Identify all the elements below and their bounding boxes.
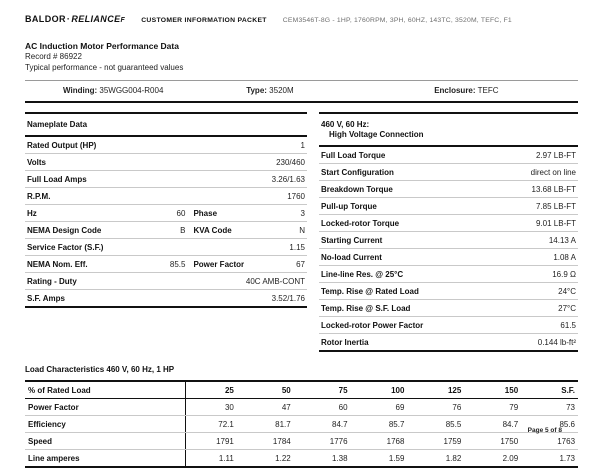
- row-value: 16.9 Ω: [552, 270, 576, 280]
- cell-value: 1.59: [388, 454, 405, 464]
- page-title: AC Induction Motor Performance Data: [25, 41, 179, 51]
- cell-value: 85.6: [559, 420, 576, 430]
- detail-columns: [25, 112, 578, 352]
- nameplate-table-header: Nameplate Data: [25, 112, 307, 137]
- winding-type-enclosure-row: [25, 80, 578, 103]
- type-value: 3520M: [269, 86, 294, 96]
- type-label: Type:: [246, 86, 267, 96]
- row-pair: [185, 226, 305, 235]
- row-value: 1: [300, 141, 305, 151]
- row-value: 85.5: [169, 260, 186, 270]
- column-header: S.F.: [561, 386, 576, 396]
- baldor-reliance-logo: [25, 14, 125, 24]
- cell-value: 84.7: [502, 420, 519, 430]
- cell-value: 1.22: [275, 454, 291, 464]
- cell-value: 1750: [500, 437, 519, 447]
- row-label: Line-line Res. @ 25°C: [321, 270, 404, 280]
- row-value: 1760: [287, 192, 305, 202]
- table-row: [25, 273, 307, 290]
- cell-value: 60: [338, 403, 348, 413]
- row-label: Phase: [193, 209, 218, 219]
- brand-trademark: F: [120, 17, 126, 24]
- cell-value: 1768: [386, 437, 405, 447]
- cell-value: 81.7: [275, 420, 291, 430]
- table-row: [25, 171, 307, 188]
- packet-title: CUSTOMER INFORMATION PACKET: [141, 17, 267, 24]
- row-value: 27°C: [558, 304, 576, 314]
- table-row: [319, 317, 578, 334]
- cell-value: 76: [452, 403, 462, 413]
- row-pair: [185, 260, 305, 269]
- row-value: 61.5: [560, 321, 576, 331]
- row-value: 40C AMB-CONT: [245, 277, 305, 287]
- row-value: 3: [300, 209, 305, 219]
- row-label: Locked-rotor Power Factor: [321, 321, 424, 331]
- row-label: Speed: [28, 437, 53, 447]
- document-header: [25, 14, 578, 24]
- table-row: [25, 188, 307, 205]
- row-pair: [27, 260, 185, 269]
- row-label: NEMA Nom. Eff.: [27, 260, 88, 270]
- column-header: 150: [504, 386, 519, 396]
- cell-value: 1.11: [218, 454, 234, 464]
- table-row: [25, 416, 578, 433]
- cell-value: 72.1: [218, 420, 234, 430]
- row-value: 14.13 A: [548, 236, 576, 246]
- row-value: direct on line: [530, 168, 576, 178]
- cell-value: 1.38: [332, 454, 348, 464]
- cell-value: 1791: [216, 437, 234, 447]
- cell-value: 1763: [557, 437, 576, 447]
- table-row: [319, 181, 578, 198]
- cell-value: 2.09: [502, 454, 519, 464]
- cell-value: 47: [281, 403, 291, 413]
- row-value: 3.26/1.63: [271, 175, 305, 185]
- row-label: Rating - Duty: [27, 277, 77, 287]
- nameplate-table: [25, 112, 307, 308]
- table-row: [25, 290, 307, 308]
- high-voltage-table: [319, 112, 578, 352]
- table-row: [319, 334, 578, 352]
- load-characteristics-title: Load Characteristics 460 V, 60 Hz, 1 HP: [25, 365, 175, 375]
- cell-value: 79: [509, 403, 519, 413]
- row-label: KVA Code: [193, 226, 232, 236]
- title-block: [25, 41, 578, 73]
- row-label: Temp. Rise @ S.F. Load: [321, 304, 411, 314]
- row-label: Starting Current: [321, 236, 383, 246]
- row-label: Power Factor: [28, 403, 79, 413]
- motor-model-line: CEM3546T-8G - 1HP, 1760RPM, 3PH, 60HZ, 143TC, 3520M, TEFC, F1: [282, 17, 512, 24]
- brand-separator: ·: [66, 14, 71, 24]
- table-row: [319, 147, 578, 164]
- row-label: Power Factor: [193, 260, 245, 270]
- row-label: Line amperes: [28, 454, 80, 464]
- table-row: [319, 232, 578, 249]
- row-label: Hz: [27, 209, 37, 219]
- row-label: S.F. Amps: [27, 294, 65, 304]
- table-row: [25, 137, 307, 154]
- row-pair: [27, 226, 185, 235]
- winding-label: Winding:: [63, 86, 98, 96]
- row-value: N: [299, 226, 305, 236]
- row-value: 60: [176, 209, 186, 219]
- column-header: 75: [338, 386, 348, 396]
- row-value: 9.01 LB-FT: [535, 219, 576, 229]
- table-row: [319, 164, 578, 181]
- row-value: 0.144 lb-ft²: [537, 338, 576, 348]
- table-row: [319, 249, 578, 266]
- table-row: [319, 215, 578, 232]
- hv-header-line2: High Voltage Connection: [329, 130, 424, 140]
- row-value: 7.85 LB-FT: [535, 202, 576, 212]
- row-value: 24°C: [558, 287, 576, 297]
- column-header: 100: [391, 386, 405, 396]
- table-row: [319, 266, 578, 283]
- enclosure-value: TEFC: [477, 86, 499, 96]
- row-value: B: [180, 226, 186, 236]
- column-header: 50: [281, 386, 291, 396]
- row-values: [185, 399, 578, 415]
- winding-value: 35WGG004-R004: [99, 86, 164, 96]
- cell-value: 1784: [272, 437, 291, 447]
- row-label: Efficiency: [28, 420, 66, 430]
- table-row: [25, 222, 307, 239]
- table-row: [319, 300, 578, 317]
- header-values: [185, 382, 578, 398]
- cell-value: 1.73: [559, 454, 576, 464]
- row-label: NEMA Design Code: [27, 226, 102, 236]
- row-label: Rated Output (HP): [27, 141, 97, 151]
- row-value: 3.52/1.76: [271, 294, 305, 304]
- row-label: Pull-up Torque: [321, 202, 377, 212]
- row-pair: [185, 209, 305, 218]
- performance-note: Typical performance - not guaranteed values: [25, 62, 184, 72]
- page-number: Page 5 of 8: [527, 427, 562, 434]
- cell-value: 73: [566, 403, 576, 413]
- row-label: Temp. Rise @ Rated Load: [321, 287, 419, 297]
- row-label: Rotor Inertia: [321, 338, 369, 348]
- column-header: 125: [447, 386, 462, 396]
- row-label: No-load Current: [321, 253, 382, 263]
- table-row: [25, 154, 307, 171]
- row-values: [185, 416, 578, 432]
- cell-value: 85.5: [445, 420, 462, 430]
- column-header: 25: [224, 386, 234, 396]
- enclosure-label: Enclosure:: [434, 86, 476, 96]
- row-label: Locked-rotor Torque: [321, 219, 400, 229]
- table-row: [25, 256, 307, 273]
- winding-field: [25, 86, 246, 95]
- row-label: Full Load Amps: [27, 175, 87, 185]
- load-table-header-row: [25, 382, 578, 399]
- cell-value: 30: [224, 403, 234, 413]
- table-row: [25, 433, 578, 450]
- row-label: Full Load Torque: [321, 151, 386, 161]
- row-value: 1.08 A: [553, 253, 576, 263]
- load-characteristics-table: [25, 380, 578, 468]
- row-value: 230/460: [276, 158, 305, 168]
- brand-left: BALDOR: [25, 14, 66, 24]
- record-number: Record # 86922: [25, 52, 82, 62]
- row-values: [185, 433, 578, 449]
- row-label: R.P.M.: [27, 192, 51, 202]
- row-value: 2.97 LB-FT: [535, 151, 576, 161]
- cell-value: 69: [395, 403, 405, 413]
- high-voltage-table-header: [319, 112, 578, 147]
- cell-value: 85.7: [388, 420, 405, 430]
- table-row: [25, 399, 578, 416]
- row-label: Breakdown Torque: [321, 185, 393, 195]
- row-label: Volts: [27, 158, 46, 168]
- table-row: [25, 239, 307, 256]
- row-value: 13.68 LB-FT: [531, 185, 576, 195]
- brand-right: RELIANCE: [71, 14, 121, 24]
- row-value: 1.15: [289, 243, 305, 253]
- enclosure-field: [434, 86, 578, 95]
- row-pair: [27, 209, 185, 218]
- hv-header-line1: 460 V, 60 Hz:: [321, 120, 370, 130]
- type-field: [246, 86, 434, 95]
- row-label: Service Factor (S.F.): [27, 243, 104, 253]
- row-label: Start Configuration: [321, 168, 394, 178]
- column-header: % of Rated Load: [28, 386, 91, 396]
- cell-value: 1.82: [445, 454, 462, 464]
- table-row: [319, 198, 578, 215]
- table-row: [319, 283, 578, 300]
- table-row: [25, 205, 307, 222]
- row-value: 67: [296, 260, 305, 270]
- cell-value: 84.7: [332, 420, 348, 430]
- cell-value: 1759: [443, 437, 462, 447]
- cell-value: 1776: [329, 437, 348, 447]
